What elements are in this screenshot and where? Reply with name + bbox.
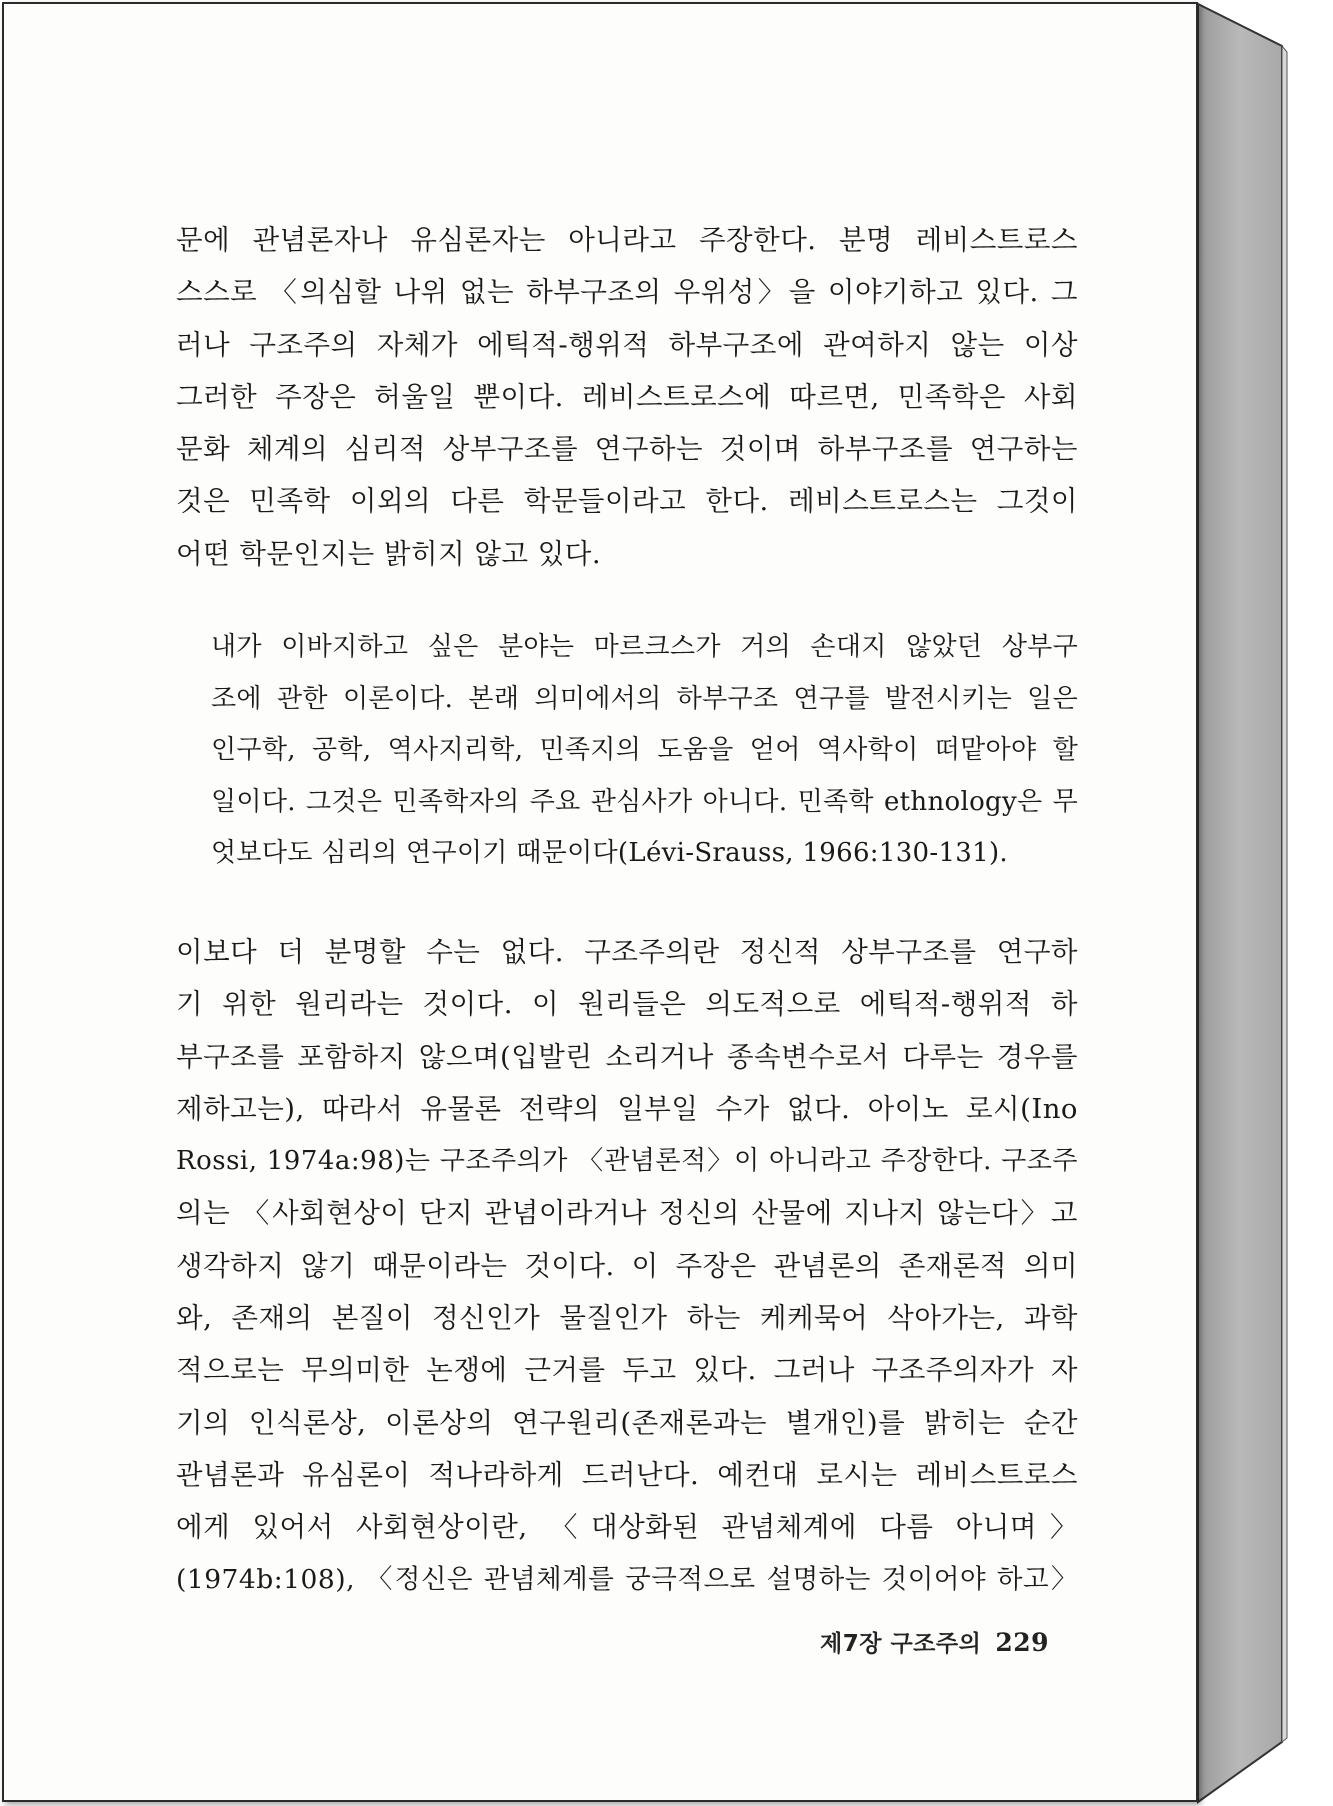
text-line: 문화 체계의 심리적 상부구조를 연구하는 것이며 하부구조를 연구하는 [176,433,1078,466]
chapter-title: 제7장 구조주의 [820,1631,982,1657]
text-line: (1974b:108), 〈정신은 관념체계를 궁극적으로 설명하는 것이어야 하고〉 [176,1563,1078,1595]
text-line: 러나 구조주의 자체가 에틱적-행위적 하부구조에 관여하지 않는 이상 [176,328,1078,361]
text-line: 이보다 더 분명할 수는 없다. 구조주의란 정신적 상부구조를 연구하 [176,936,1078,968]
text-line: 적으로는 무의미한 논쟁에 근거를 두고 있다. 그러나 구조주의자가 자 [176,1354,1078,1387]
page-number: 229 [995,1628,1050,1657]
quote-line: 엇보다도 심리의 연구이기 때문이다(Lévi-Srauss, 1966:130-131). [211,838,1008,868]
text-line: 관념론과 유심론이 적나라하게 드러난다. 예컨대 로시는 레비스트로스 [176,1458,1078,1491]
text-line: 부구조를 포함하지 않으며(입발린 소리거나 종속변수로서 다루는 경우를 [176,1040,1078,1073]
paragraph-2 [176,926,1078,1606]
quote-line: 인구학, 공학, 역사지리학, 민족지의 도움을 얻어 역사학이 떠맡아야 할 [211,735,1078,765]
paragraph-1 [176,214,1078,580]
text-line: 와, 존재의 본질이 정신인가 물질인가 하는 케케묵어 삭아가는, 과학 [176,1302,1078,1335]
text-line: 의는 〈사회현상이 단지 관념이라거나 정신의 산물에 지나지 않는다〉고 [176,1197,1078,1230]
page-footer [820,1625,1050,1658]
text-line: 기의 인식론상, 이론상의 연구원리(존재론과는 별개인)를 밝히는 순간 [176,1406,1078,1439]
text-line: 문에 관념론자나 유심론자는 아니라고 주장한다. 분명 레비스트로스 [176,224,1078,256]
text-line: 것은 민족학 이외의 다른 학문들이라고 한다. 레비스트로스는 그것이 [176,485,1078,518]
text-line: Rossi, 1974a:98)는 구조주의가 〈관념론적〉이 아니라고 주장한다. 구조주 [176,1146,1078,1177]
text-line: 기 위한 원리라는 것이다. 이 원리들은 의도적으로 에틱적-행위적 하 [176,988,1078,1021]
text-line: 스스로 〈의심할 나위 없는 하부구조의 우위성〉을 이야기하고 있다. 그 [176,276,1078,309]
text-line: 어떤 학문인지는 밝히지 않고 있다. [176,537,602,570]
text-line: 에게 있어서 사회현상이란, 〈대상화된 관념체계에 다름 아니며〉 [176,1511,1078,1544]
quote-line: 조에 관한 이론이다. 본래 의미에서의 하부구조 연구를 발전시키는 일은 [211,683,1078,714]
text-line: 제하고는), 따라서 유물론 전략의 일부일 수가 없다. 아이노 로시(Ino [176,1092,1078,1125]
text-line: 그러한 주장은 허울일 뿐이다. 레비스트로스에 따르면, 민족학은 사회 [176,380,1078,413]
quote-line: 일이다. 그것은 민족학자의 주요 관심사가 아니다. 민족학 ethnology은 무 [211,786,1078,817]
text-line: 생각하지 않기 때문이라는 것이다. 이 주장은 관념론의 존재론적 의미 [176,1249,1078,1282]
block-quote [211,622,1078,880]
quote-line: 내가 이바지하고 싶은 분야는 마르크스가 거의 손대지 않았던 상부구 [211,632,1078,662]
